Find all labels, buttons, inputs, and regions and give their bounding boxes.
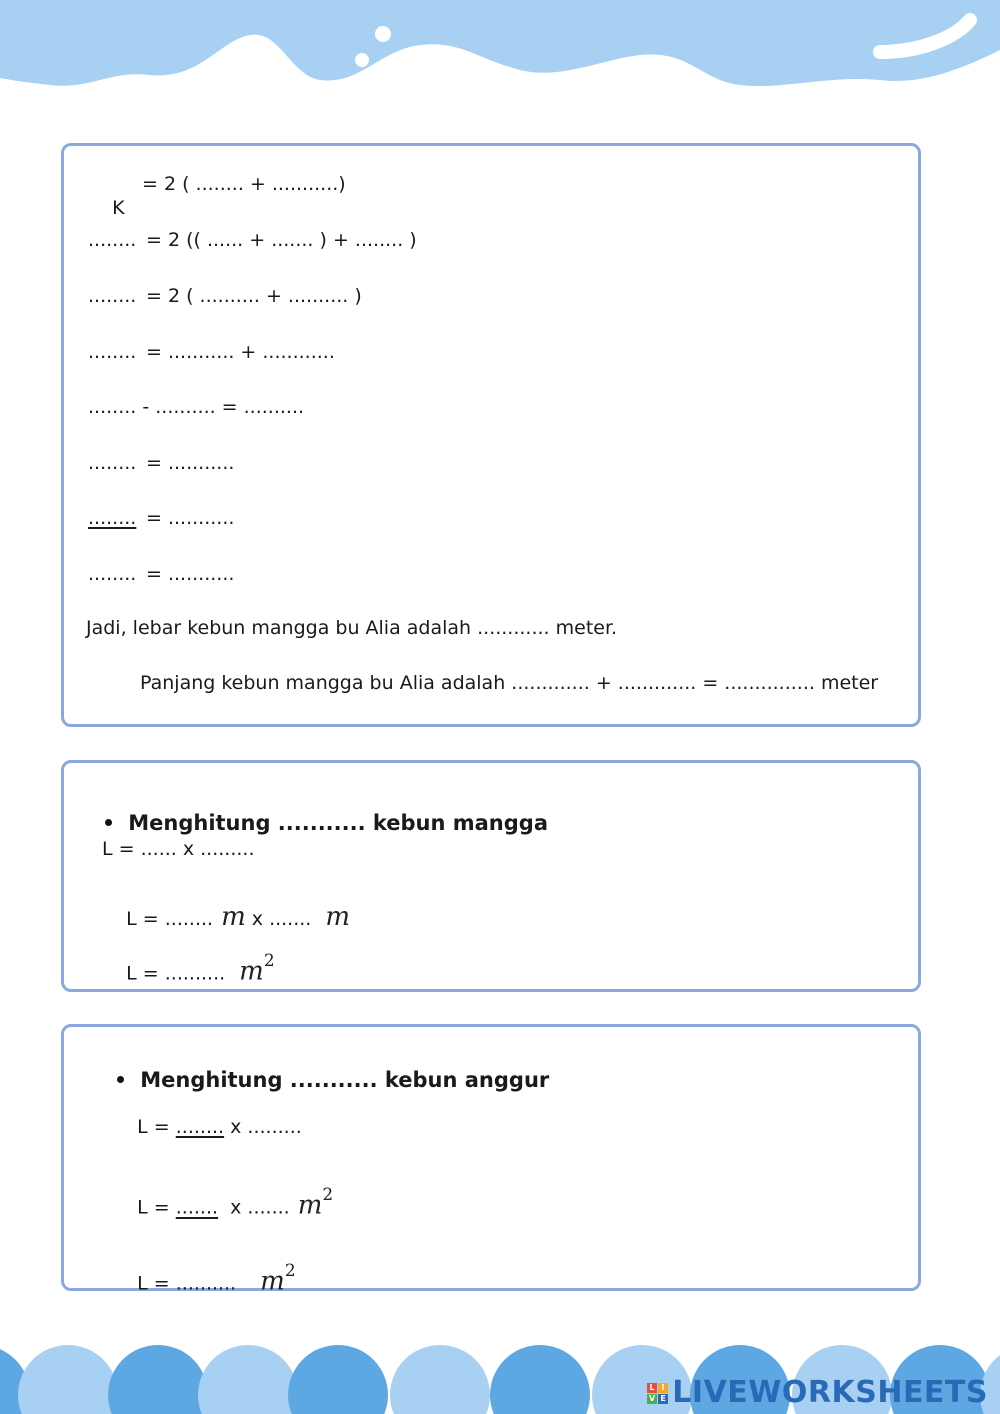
equation-lhs-2: ........: [88, 229, 137, 251]
equation-lhs-4: ........: [88, 341, 137, 363]
conclusion-lebar: Jadi, lebar kebun mangga bu Alia adalah ............ meter.: [86, 617, 618, 639]
equation-rhs-2: = 2 (( ...... + ....... ) + ........ ): [146, 229, 417, 251]
liveworksheets-logo-icon: L I V E: [647, 1383, 668, 1404]
equation-rhs-7: = ...........: [146, 507, 235, 529]
equation-lhs: K: [112, 197, 125, 219]
perimeter-worksheet-box: [61, 143, 921, 727]
equation-lhs-3: ........: [88, 285, 137, 307]
area-line-3-text: L = ..........: [126, 962, 226, 985]
equation-rhs-3: = 2 ( .......... + .......... ): [146, 285, 362, 307]
brand-text: LIVEWORKSHEETS: [672, 1375, 988, 1410]
equation-lhs-7: ........: [88, 507, 137, 529]
area-line-1-b: x .........: [230, 1116, 302, 1138]
area-line-2-underlined: .......: [175, 1196, 219, 1219]
area-line-3: [113, 1239, 296, 1320]
equation-line-5: ........ - .......... = ..........: [88, 396, 305, 418]
equation-rhs-4: = ........... + ............: [146, 341, 335, 363]
area-mango-garden-box: [61, 760, 921, 992]
unit-m-squared: $m^2$: [297, 1185, 334, 1221]
area-line-2-a: L =: [137, 1196, 170, 1219]
section-title-text: Menghitung ........... kebun mangga: [128, 811, 548, 835]
unit-m-squared: $m^2$: [239, 951, 275, 987]
area-line-2: [113, 1163, 333, 1244]
area-line-1: [113, 1091, 302, 1163]
bullet-icon: [117, 1076, 124, 1083]
area-line-1-a: L =: [137, 1116, 170, 1138]
unit-m: m: [221, 902, 246, 932]
bullet-icon: [105, 819, 112, 826]
area-line-2-b: x .......: [251, 908, 312, 930]
section-title-text: Menghitung ........... kebun anggur: [140, 1068, 550, 1092]
area-grape-garden-box: [61, 1024, 921, 1297]
area-line-1-underlined: ........: [175, 1116, 225, 1138]
area-line-2-a: L = ........: [126, 908, 214, 930]
equation-lhs-8: ........: [88, 563, 137, 585]
conclusion-panjang: Panjang kebun mangga bu Alia adalah ............. + ............. = ............... meter: [140, 672, 879, 694]
liveworksheets-brand: [647, 1375, 988, 1410]
equation-lhs-6: ........: [88, 452, 137, 474]
area-line-3-text: L = ..........: [137, 1272, 237, 1295]
equation-rhs-1: = 2 ( ........ + ...........): [142, 173, 346, 195]
equation-rhs-6: = ...........: [146, 452, 235, 474]
area-line-1: L = ...... x .........: [102, 838, 255, 860]
area-line-3: [102, 929, 275, 1010]
top-cloud-decoration: [0, 0, 1000, 110]
area-line-2-b: x .......: [230, 1196, 290, 1219]
unit-m: m: [325, 902, 350, 932]
equation-rhs-8: = ...........: [146, 563, 235, 585]
unit-m-squared: $m^2$: [260, 1261, 296, 1297]
